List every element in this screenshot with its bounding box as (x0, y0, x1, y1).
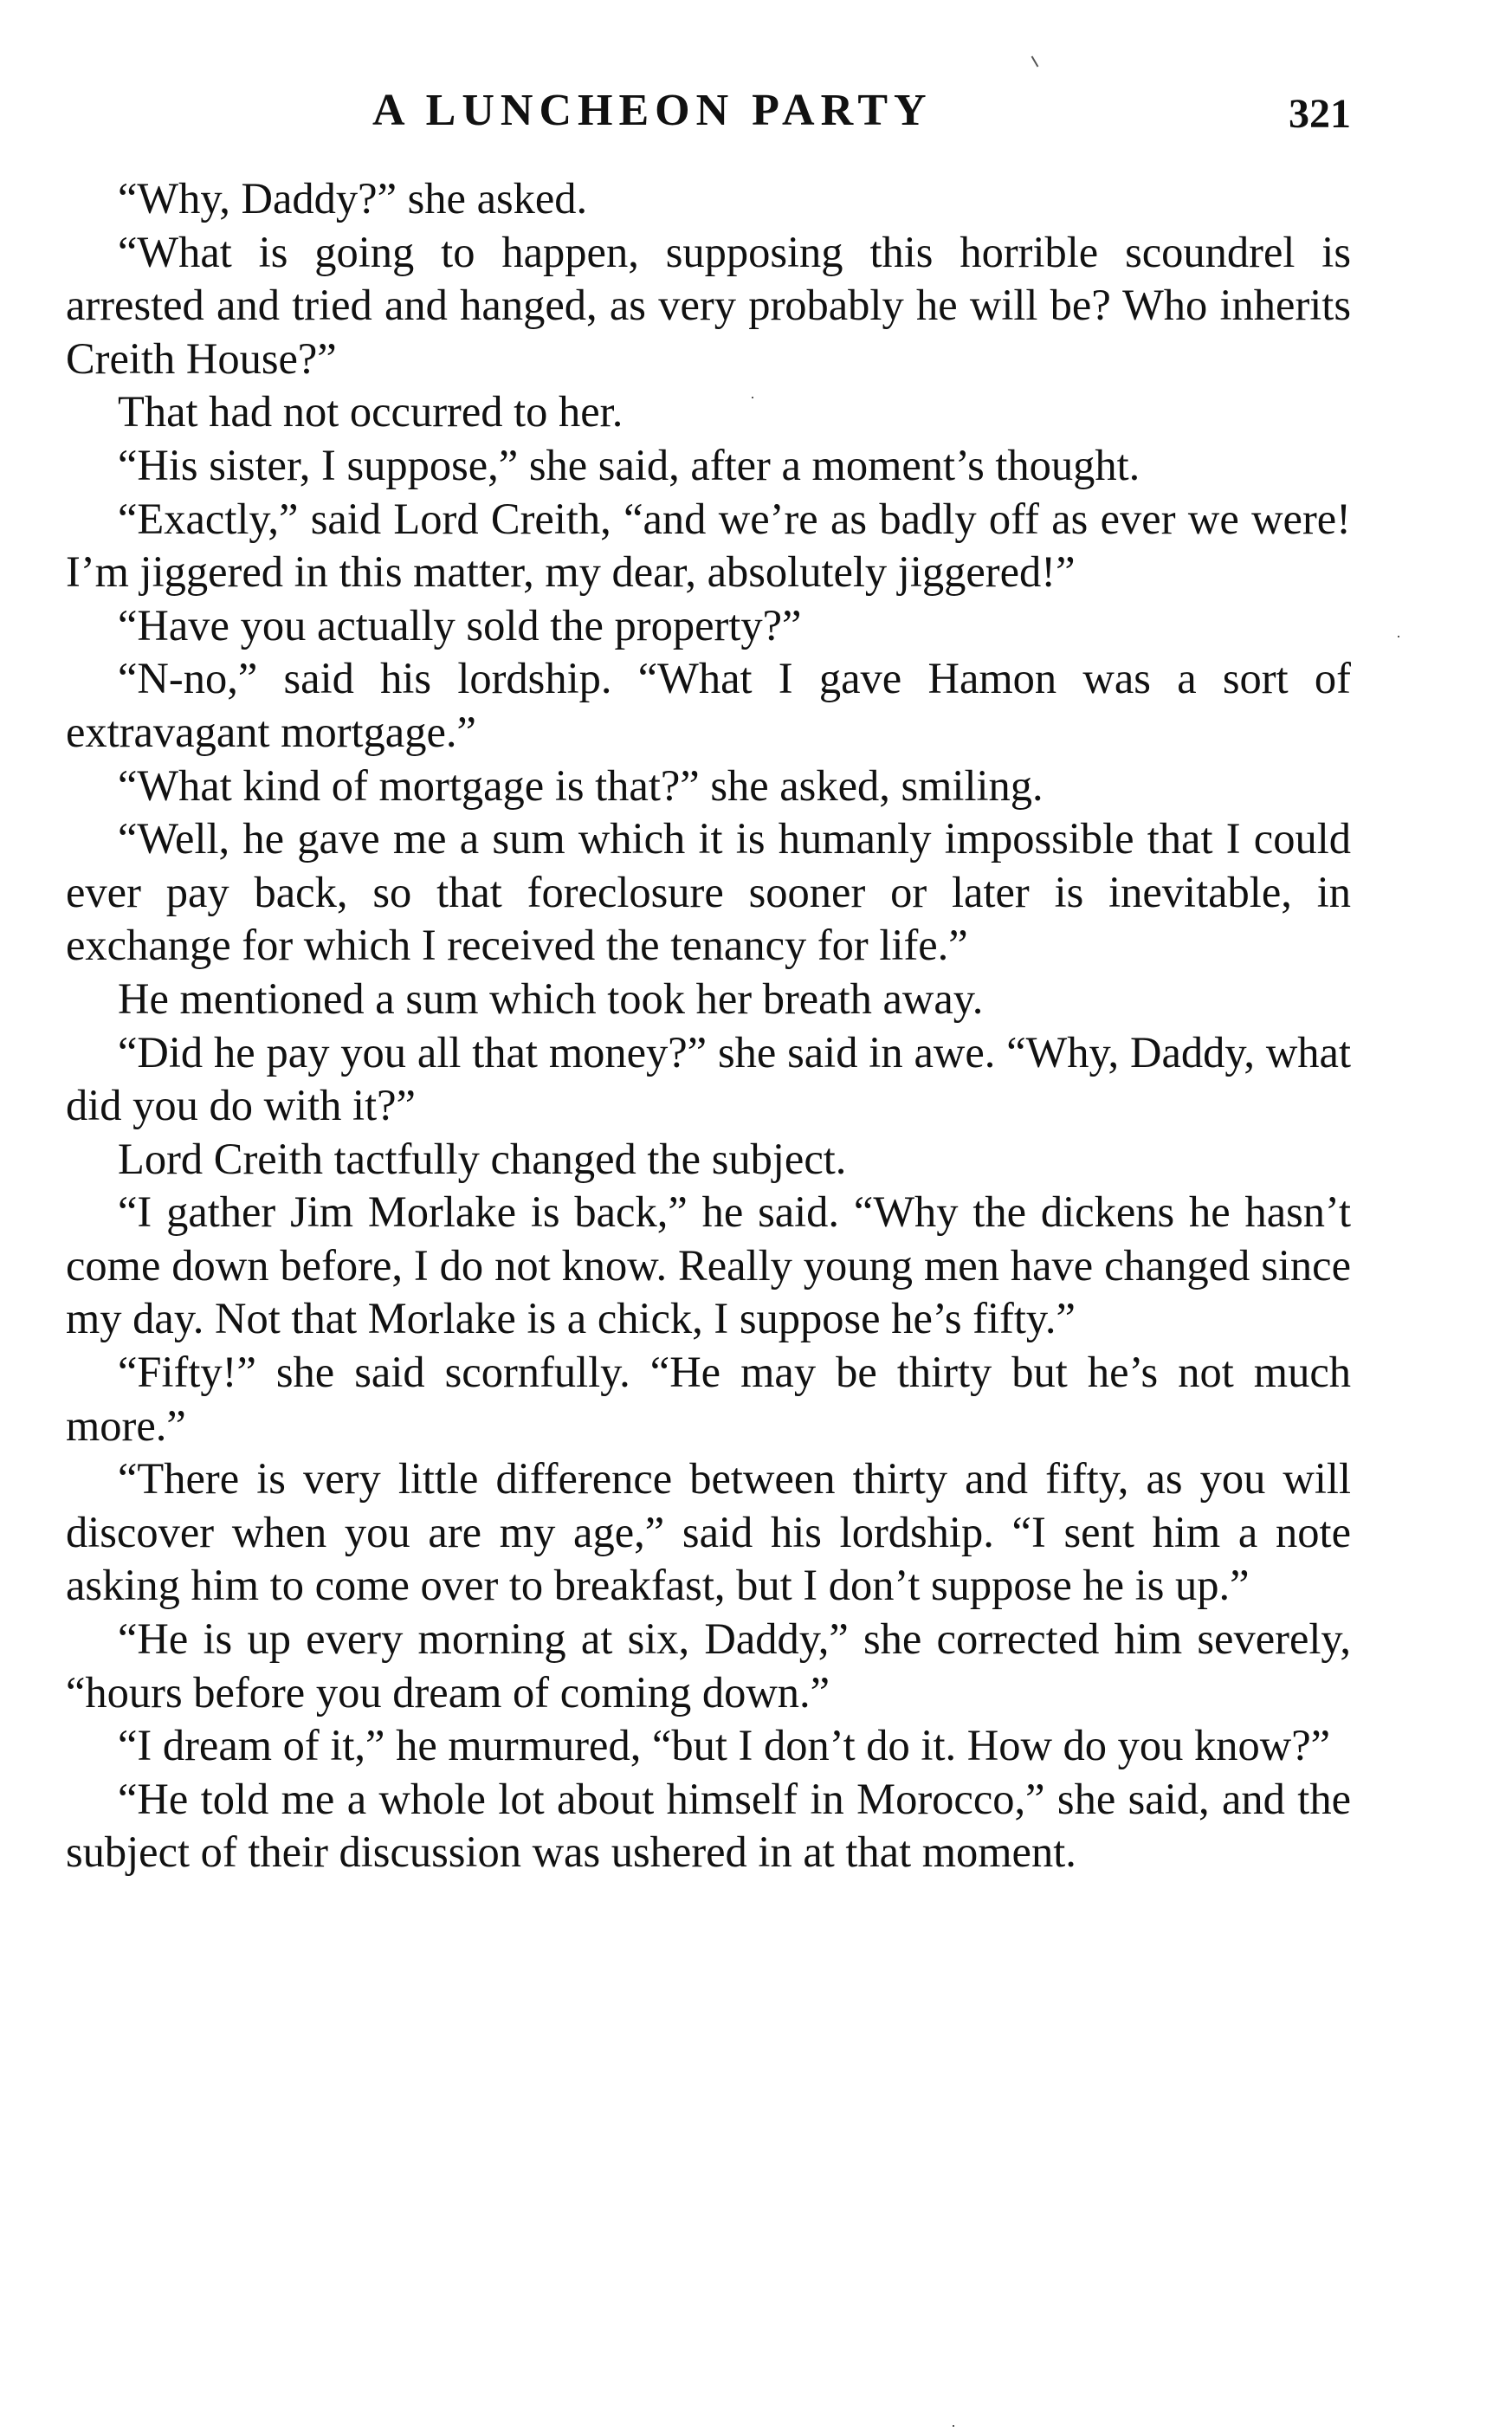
paragraph: “N-no,” said his lordship. “What I gave Hamon was a sort of extravagant mortgage.” (66, 654, 1351, 756)
running-title: A LUNCHEON PARTY (372, 86, 933, 135)
scan-speck (1031, 55, 1039, 67)
paragraph: “He is up every morning at six, Daddy,” she corrected him severely, “hours before you dream of coming down.” (66, 1614, 1351, 1717)
paragraph: “I gather Jim Morlake is back,” he said. “Why the dickens he hasn’t come down before, I do not know. Really young men have changed since my day. Not that Morlake is a chick, I suppose he’s fifty.” (66, 1187, 1351, 1343)
page-number: 321 (1289, 91, 1351, 137)
paragraph: “What kind of mortgage is that?” she asked, smiling. (118, 760, 1044, 810)
paragraph: “Why, Daddy?” she asked. (118, 174, 588, 223)
scan-speck (953, 2425, 954, 2427)
paragraph: “He told me a whole lot about himself in Morocco,” she said, and the subject of their discussion was ushered in at that moment. (66, 1774, 1351, 1877)
paragraph: “There is very little difference between thirty and fifty, as you will discover when you are my age,” said his lordship. “I sent him a note asking him to come over to breakfast, but I don’t suppose he is up.” (66, 1454, 1351, 1610)
scan-speck (752, 397, 753, 398)
paragraph: He mentioned a sum which took her breath away. (118, 973, 984, 1023)
paragraph: “Well, he gave me a sum which it is humanly impossible that I could ever pay back, so that foreclosure sooner or later is inevitable, in exchange for which I received the tenancy for life.” (66, 814, 1351, 970)
paragraph: “Have you actually sold the property?” (118, 600, 802, 650)
paragraph: “What is going to happen, supposing this horrible scoundrel is arrested and tried and hanged, as very probably he will be? Who inherits Creith House?” (66, 227, 1351, 383)
paragraph: “Fifty!” she said scornfully. “He may be thirty but he’s not much more.” (66, 1348, 1351, 1450)
paragraph: That had not occurred to her. (118, 387, 624, 437)
paragraph: “His sister, I suppose,” she said, after a moment’s thought. (118, 440, 1140, 489)
running-head (0, 85, 1512, 137)
body-text (66, 172, 1351, 1879)
paragraph: “I dream of it,” he murmured, “but I don’t do it. How do you know?” (118, 1721, 1331, 1770)
paragraph: Lord Creith tactfully changed the subject. (118, 1134, 847, 1183)
paragraph: “Exactly,” said Lord Creith, “and we’re as badly off as ever we were! I’m jiggered in this matter, my dear, absolutely jiggered!” (66, 494, 1351, 597)
scan-speck (1398, 636, 1399, 637)
paragraph: “Did he pay you all that money?” she said in awe. “Why, Daddy, what did you do with it?” (66, 1027, 1351, 1130)
